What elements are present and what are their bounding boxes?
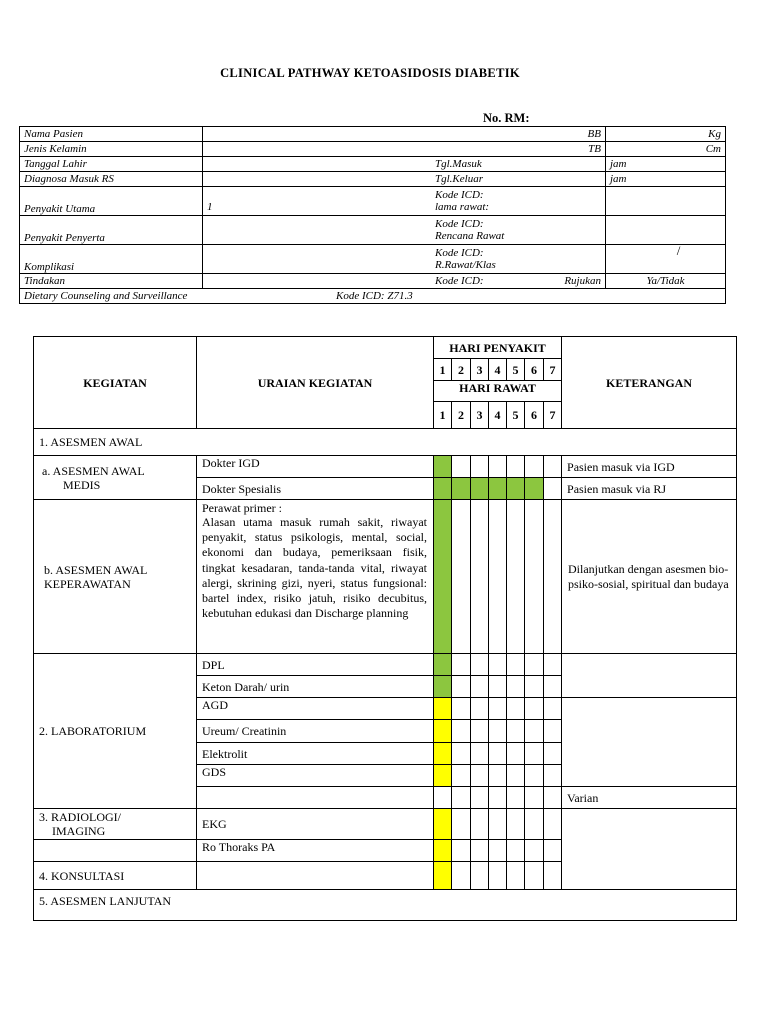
section-konsultasi: 4. KONSULTASI: [34, 862, 197, 890]
label-jam-2: jam: [606, 172, 726, 187]
label-kode-icd-1: Kode ICD:: [435, 189, 484, 201]
day-penyakit-2: 2: [452, 359, 471, 381]
label-rencana-rawat: Rencana Rawat: [435, 230, 505, 242]
cell-keton-d1: [434, 676, 452, 698]
cell-igd-d1: [434, 456, 452, 478]
cell-ureum-d3: [471, 720, 489, 743]
uraian-empty-varian: [197, 787, 434, 809]
label-kode-icd-z: Kode ICD: Z71.3: [336, 290, 413, 302]
cell-keton-d3: [471, 676, 489, 698]
section-radiologi: [34, 809, 197, 840]
cell-ekg-d4: [489, 809, 507, 840]
ket-rj: Pasien masuk via RJ: [562, 478, 737, 500]
cell-igd-d2: [452, 456, 471, 478]
cell-kep-d4: [489, 500, 507, 654]
uraian-perawat: [197, 500, 434, 654]
kegiatan-empty-ro: [34, 840, 197, 862]
cell-empty-2: [606, 216, 726, 245]
cell-ekg-d6: [525, 809, 544, 840]
cell-igd-d6: [525, 456, 544, 478]
cell-kons-d3: [471, 862, 489, 890]
label-asesmen-kep-line2: KEPERAWATAN: [44, 576, 131, 591]
label-kode-icd-4: Kode ICD:: [435, 275, 484, 287]
ket-rad-empty: [562, 809, 737, 890]
cell-tindakan: [203, 274, 606, 289]
cell-ekg-d2: [452, 809, 471, 840]
cell-kons-d4: [489, 862, 507, 890]
uraian-gds: GDS: [197, 765, 434, 787]
day-rawat-1: 1: [434, 402, 452, 429]
cell-elektrolit-d5: [507, 743, 525, 765]
cell-agd-d7: [544, 698, 562, 720]
label-asesmen-kep-line1: b. ASESMEN AWAL: [44, 562, 148, 577]
cell-kep-d7: [544, 500, 562, 654]
label-tb: TB: [203, 142, 606, 157]
cell-ro-d5: [507, 840, 525, 862]
cell-keton-d4: [489, 676, 507, 698]
header-uraian: URAIAN KEGIATAN: [197, 337, 434, 429]
cell-ro-d6: [525, 840, 544, 862]
cell-gds-d6: [525, 765, 544, 787]
cell-agd-d6: [525, 698, 544, 720]
header-kegiatan: KEGIATAN: [34, 337, 197, 429]
cell-var-d4: [489, 787, 507, 809]
cell-elektrolit-d4: [489, 743, 507, 765]
cell-ekg-d5: [507, 809, 525, 840]
label-dietary: Dietary Counseling and Surveillance: [24, 290, 188, 302]
uraian-dpl: DPL: [197, 654, 434, 676]
uraian-ureum: Ureum/ Creatinin: [197, 720, 434, 743]
label-bb: BB: [203, 127, 606, 142]
cell-agd-d3: [471, 698, 489, 720]
label-rujukan: Rujukan: [564, 275, 601, 287]
uraian-dokter-igd: Dokter IGD: [197, 456, 434, 478]
cell-keton-d6: [525, 676, 544, 698]
header-hari-rawat: HARI RAWAT: [434, 381, 562, 402]
label-kode-icd-3: Kode ICD:: [435, 247, 484, 259]
day-rawat-7: 7: [544, 402, 562, 429]
uraian-elektrolit: Elektrolit: [197, 743, 434, 765]
row-dietary: [20, 289, 726, 304]
cell-ro-d7: [544, 840, 562, 862]
label-komplikasi: Komplikasi: [20, 245, 203, 274]
cell-sp-d7: [544, 478, 562, 500]
cell-tgl-masuk: [203, 157, 606, 172]
label-kg: Kg: [606, 127, 726, 142]
document-title: CLINICAL PATHWAY KETOASIDOSIS DIABETIK: [220, 66, 520, 80]
cell-kons-d1: [434, 862, 452, 890]
cell-elektrolit-d3: [471, 743, 489, 765]
cell-ureum-d2: [452, 720, 471, 743]
cell-dpl-d5: [507, 654, 525, 676]
cell-gds-d4: [489, 765, 507, 787]
cell-igd-d5: [507, 456, 525, 478]
day-rawat-4: 4: [489, 402, 507, 429]
cell-agd-d2: [452, 698, 471, 720]
cell-kons-d7: [544, 862, 562, 890]
cell-ro-d2: [452, 840, 471, 862]
cell-dpl-d6: [525, 654, 544, 676]
cell-kep-d5: [507, 500, 525, 654]
day-rawat-3: 3: [471, 402, 489, 429]
cell-ro-d1: [434, 840, 452, 862]
cell-kep-d6: [525, 500, 544, 654]
cell-dpl-d7: [544, 654, 562, 676]
label-tindakan: Tindakan: [20, 274, 203, 289]
uraian-ro-thoraks: Ro Thoraks PA: [197, 840, 434, 862]
label-lama-rawat: lama rawat:: [435, 201, 490, 213]
cell-var-d6: [525, 787, 544, 809]
section-asesmen-lanjutan: 5. ASESMEN LANJUTAN: [34, 890, 737, 921]
ket-lab-empty: [562, 654, 737, 698]
uraian-agd: AGD: [197, 698, 434, 720]
cell-kons-d5: [507, 862, 525, 890]
label-penyakit-utama: Penyakit Utama: [20, 187, 203, 216]
cell-penyakit-penyerta: [203, 216, 606, 245]
cell-agd-d4: [489, 698, 507, 720]
label-penyakit-penyerta: Penyakit Penyerta: [20, 216, 203, 245]
day-rawat-2: 2: [452, 402, 471, 429]
cell-var-d5: [507, 787, 525, 809]
cell-gds-d2: [452, 765, 471, 787]
pathway-table: [33, 336, 737, 921]
ket-varian: Varian: [562, 787, 737, 809]
uraian-ekg: EKG: [197, 809, 434, 840]
patient-info-table: [19, 126, 726, 304]
cell-ureum-d4: [489, 720, 507, 743]
cell-dpl-d1: [434, 654, 452, 676]
cell-tgl-keluar: [203, 172, 606, 187]
cell-komplikasi: [203, 245, 606, 274]
cell-ureum-d1: [434, 720, 452, 743]
ket-lab-empty-2: [562, 698, 737, 787]
day-penyakit-1: 1: [434, 359, 452, 381]
label-diagnosa-masuk: Diagnosa Masuk RS: [20, 172, 203, 187]
cell-keton-d5: [507, 676, 525, 698]
label-jenis-kelamin: Jenis Kelamin: [20, 142, 203, 157]
cell-elektrolit-d7: [544, 743, 562, 765]
section-asesmen-awal: 1. ASESMEN AWAL: [34, 429, 737, 456]
cell-agd-d1: [434, 698, 452, 720]
label-tanggal-lahir: Tanggal Lahir: [20, 157, 203, 172]
cell-gds-d3: [471, 765, 489, 787]
cell-penyakit-utama: [203, 187, 606, 216]
no-rm-label: No. RM:: [483, 111, 530, 125]
ket-igd: Pasien masuk via IGD: [562, 456, 737, 478]
cell-gds-d5: [507, 765, 525, 787]
label-asesmen-keperawatan: [34, 500, 197, 654]
cell-kons-d2: [452, 862, 471, 890]
label-tgl-masuk: Tgl.Masuk: [435, 158, 482, 170]
cell-kep-d2: [452, 500, 471, 654]
label-asesmen-medis: [34, 456, 197, 500]
cell-dpl-d2: [452, 654, 471, 676]
cell-var-d7: [544, 787, 562, 809]
day-penyakit-4: 4: [489, 359, 507, 381]
cell-ureum-d6: [525, 720, 544, 743]
cell-elektrolit-d2: [452, 743, 471, 765]
cell-ureum-d5: [507, 720, 525, 743]
cell-agd-d5: [507, 698, 525, 720]
day-penyakit-7: 7: [544, 359, 562, 381]
cell-sp-d5: [507, 478, 525, 500]
cell-ureum-d7: [544, 720, 562, 743]
header-keterangan: KETERANGAN: [562, 337, 737, 429]
label-asesmen-medis-line2: MEDIS: [63, 477, 101, 492]
cell-var-d1: [434, 787, 452, 809]
cell-sp-d3: [471, 478, 489, 500]
perawat-detail-text: Alasan utama masuk rumah sakit, riwayat penyakit, status psikologis, mental, social, ekonomi dan budaya, pemeriksaan fisik, tingkat kesadaran, tanda-tanda vital, riwayat alergi, skrining gizi, nyeri, status fungsional: bartel index, risiko jatuh, risiko decubitus, kebutuhan edukasi dan Discharge planning: [202, 515, 427, 621]
cell-igd-d3: [471, 456, 489, 478]
cell-dpl-d3: [471, 654, 489, 676]
cell-gds-d1: [434, 765, 452, 787]
perawat-primer-label: Perawat primer :: [202, 501, 282, 515]
cell-sp-d4: [489, 478, 507, 500]
section-laboratorium: 2. LABORATORIUM: [34, 654, 197, 809]
cell-ekg-d7: [544, 809, 562, 840]
cell-igd-d7: [544, 456, 562, 478]
cell-dpl-d4: [489, 654, 507, 676]
cell-elektrolit-d1: [434, 743, 452, 765]
cell-var-d2: [452, 787, 471, 809]
cell-sp-d2: [452, 478, 471, 500]
cell-ekg-d1: [434, 809, 452, 840]
label-asesmen-medis-line1: a. ASESMEN AWAL: [42, 463, 145, 478]
day-penyakit-5: 5: [507, 359, 525, 381]
label-nama-pasien: Nama Pasien: [20, 127, 203, 142]
cell-keton-d7: [544, 676, 562, 698]
cell-ekg-d3: [471, 809, 489, 840]
cell-ro-d3: [471, 840, 489, 862]
header-hari-penyakit: HARI PENYAKIT: [434, 337, 562, 359]
day-penyakit-3: 3: [471, 359, 489, 381]
day-penyakit-6: 6: [525, 359, 544, 381]
cell-kep-d3: [471, 500, 489, 654]
label-radiologi-line2: IMAGING: [52, 824, 106, 838]
cell-keton-d2: [452, 676, 471, 698]
uraian-keton: Keton Darah/ urin: [197, 676, 434, 698]
label-tgl-keluar: Tgl.Keluar: [435, 173, 483, 185]
label-kode-icd-2: Kode ICD:: [435, 218, 484, 230]
cell-sp-d6: [525, 478, 544, 500]
value-penyakit-utama: 1: [207, 201, 213, 213]
cell-sp-d1: [434, 478, 452, 500]
cell-kep-d1: [434, 500, 452, 654]
label-slash: /: [606, 245, 726, 274]
cell-kons-d6: [525, 862, 544, 890]
day-rawat-6: 6: [525, 402, 544, 429]
label-r-rawat-klas: R.Rawat/Klas: [435, 259, 496, 271]
uraian-dokter-spesialis: Dokter Spesialis: [197, 478, 434, 500]
label-ya-tidak: Ya/Tidak: [606, 274, 726, 289]
cell-elektrolit-d6: [525, 743, 544, 765]
cell-var-d3: [471, 787, 489, 809]
label-radiologi-line1: 3. RADIOLOGI/: [39, 810, 121, 824]
ket-keperawatan: Dilanjutkan dengan asesmen bio-psiko-sosial, spiritual dan budaya: [562, 500, 737, 654]
label-cm: Cm: [606, 142, 726, 157]
label-jam-1: jam: [606, 157, 726, 172]
uraian-konsultasi-empty: [197, 862, 434, 890]
cell-ro-d4: [489, 840, 507, 862]
cell-gds-d7: [544, 765, 562, 787]
cell-empty-1: [606, 187, 726, 216]
cell-igd-d4: [489, 456, 507, 478]
day-rawat-5: 5: [507, 402, 525, 429]
